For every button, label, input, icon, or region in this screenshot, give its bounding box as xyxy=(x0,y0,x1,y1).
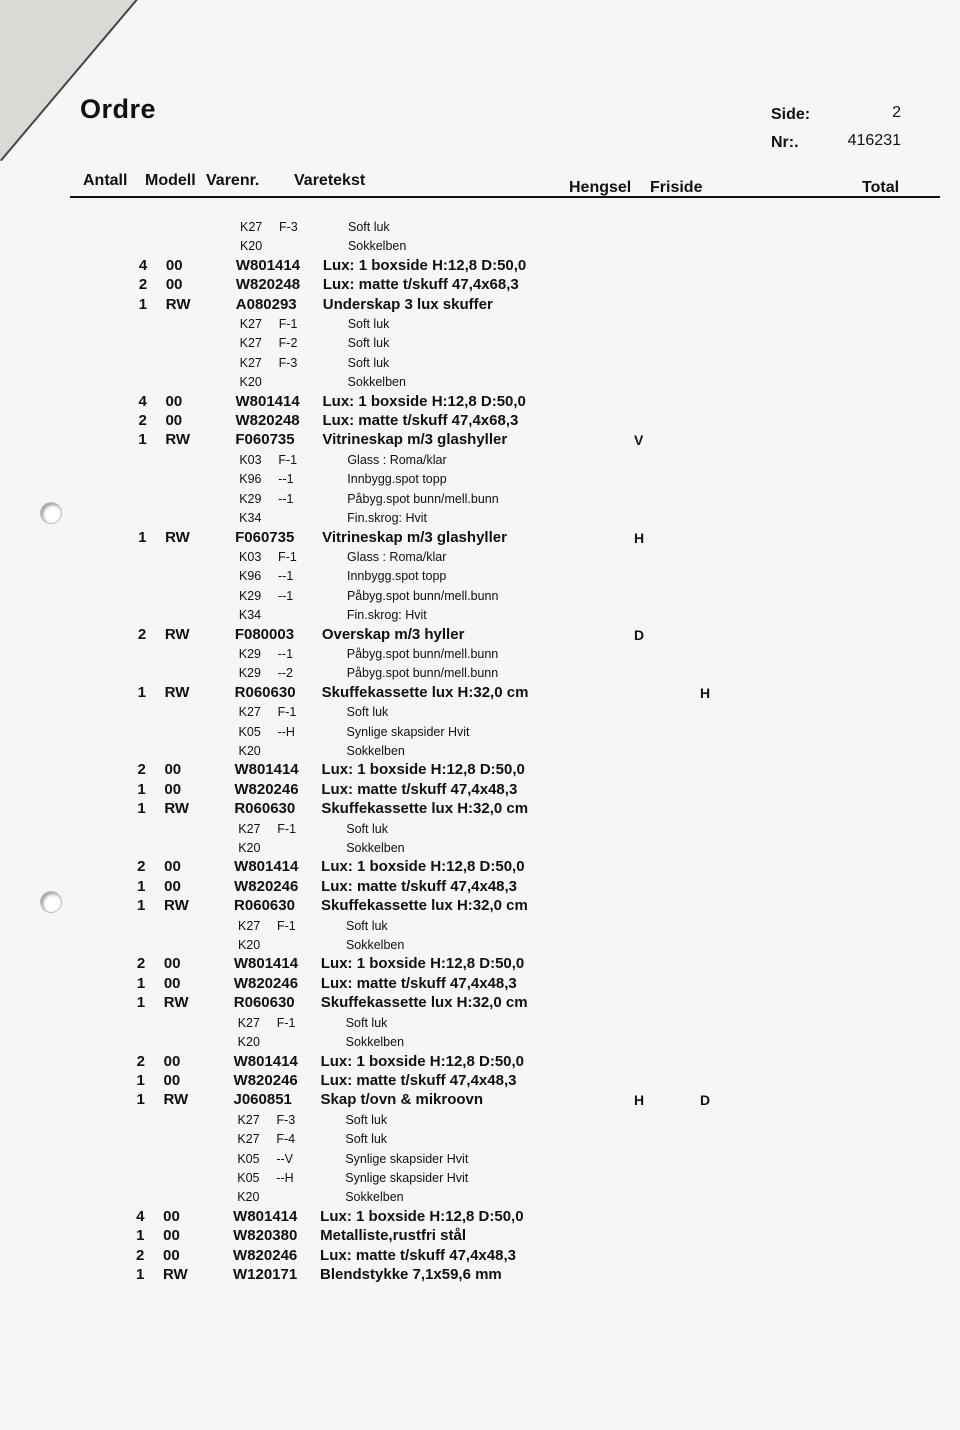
line-quantity: 1 xyxy=(137,684,146,701)
line-model: 00 xyxy=(165,393,183,410)
line-model: 00 xyxy=(163,1072,181,1089)
line-description: Lux: matte t/skuff 47,4x48,3 xyxy=(320,975,517,992)
line-description: Lux: matte t/skuff 47,4x68,3 xyxy=(322,412,519,429)
option-variant: --H xyxy=(277,725,295,739)
line-model: 00 xyxy=(164,878,181,895)
line-model: RW xyxy=(164,626,190,643)
line-item-number: J060851 xyxy=(233,1091,292,1108)
option-description: Sokkelben xyxy=(347,239,407,253)
line-model: 00 xyxy=(163,1247,180,1264)
option-variant: F-4 xyxy=(276,1132,296,1146)
option-description: Glass : Roma/klar xyxy=(347,453,447,467)
option-description: Soft luk xyxy=(346,705,389,719)
line-item-number: W801414 xyxy=(233,1053,298,1070)
header-friside: Friside xyxy=(650,179,703,196)
line-hinge: H xyxy=(634,530,645,546)
line-quantity: 1 xyxy=(137,878,146,895)
line-quantity: 2 xyxy=(137,858,146,875)
option-variant: --V xyxy=(276,1152,293,1166)
option-code: K29 xyxy=(238,589,262,603)
option-variant: F-3 xyxy=(278,356,298,370)
line-description: Overskap m/3 hyller xyxy=(321,626,465,643)
line-item-number: R060630 xyxy=(234,897,295,914)
line-item-number: W820248 xyxy=(235,276,301,293)
option-description: Soft luk xyxy=(345,1132,388,1146)
option-description: Soft luk xyxy=(346,919,388,933)
option-description: Påbyg.spot bunn/mell.bunn xyxy=(347,492,499,506)
option-variant: --1 xyxy=(277,589,294,603)
option-description: Soft luk xyxy=(347,336,390,350)
line-item-number: A080293 xyxy=(235,296,297,313)
option-code: K20 xyxy=(238,841,261,855)
option-description: Innbygg.spot topp xyxy=(347,569,447,583)
order-number-value: 416231 xyxy=(847,132,901,149)
option-code: K20 xyxy=(238,744,261,758)
option-variant: F-3 xyxy=(279,220,298,234)
line-item-number: F060735 xyxy=(235,431,295,448)
line-description: Skuffekassette lux H:32,0 cm xyxy=(321,800,529,817)
option-code: K34 xyxy=(239,511,262,525)
line-description: Lux: 1 boxside H:12,8 D:50,0 xyxy=(320,1208,524,1225)
option-code: K03 xyxy=(239,453,262,467)
option-description: Påbyg.spot bunn/mell.bunn xyxy=(346,647,499,661)
line-item-number: W801414 xyxy=(234,858,299,875)
header-modell: Modell xyxy=(145,172,196,189)
option-variant: F-1 xyxy=(277,919,296,933)
line-description: Metalliste,rustfri stål xyxy=(320,1227,466,1244)
option-description: Fin.skrog: Hvit xyxy=(347,511,428,525)
option-code: K03 xyxy=(239,550,262,564)
line-description: Lux: matte t/skuff 47,4x48,3 xyxy=(321,781,518,798)
line-quantity: 1 xyxy=(136,1227,145,1244)
side-label: Side: xyxy=(771,106,811,123)
line-model: 00 xyxy=(163,1053,181,1070)
option-description: Soft luk xyxy=(348,220,390,234)
line-quantity: 4 xyxy=(138,257,148,274)
line-description: Skuffekassette lux H:32,0 cm xyxy=(321,684,529,701)
option-description: Soft luk xyxy=(345,1113,388,1127)
option-variant: --2 xyxy=(277,666,293,680)
line-item-number: W820246 xyxy=(234,781,299,798)
line-quantity: 2 xyxy=(136,1053,145,1070)
line-model: 00 xyxy=(165,257,183,274)
option-variant: --1 xyxy=(278,569,294,583)
line-description: Lux: matte t/skuff 47,4x48,3 xyxy=(320,1247,516,1264)
option-code: K27 xyxy=(238,705,261,719)
line-quantity: 1 xyxy=(138,296,148,313)
option-description: Soft luk xyxy=(347,356,390,370)
option-variant: --1 xyxy=(278,472,294,486)
option-code: K05 xyxy=(237,1171,260,1185)
option-description: Sokkelben xyxy=(345,1035,405,1049)
line-description: Lux: 1 boxside H:12,8 D:50,0 xyxy=(321,858,525,875)
option-description: Påbyg.spot bunn/mell.bunn xyxy=(346,589,499,603)
line-quantity: 2 xyxy=(136,955,146,972)
option-code: K27 xyxy=(237,1113,260,1127)
line-item-number: W820246 xyxy=(233,1072,298,1089)
line-description: Lux: matte t/skuff 47,4x68,3 xyxy=(322,276,519,293)
line-item-number: F060735 xyxy=(235,529,295,546)
option-description: Synlige skapsider Hvit xyxy=(345,1171,469,1185)
line-item-number: W801414 xyxy=(235,257,301,274)
line-quantity: 1 xyxy=(138,529,147,546)
line-model: RW xyxy=(164,684,190,701)
option-code: K05 xyxy=(237,1152,260,1166)
line-description: Skap t/ovn & mikroovn xyxy=(320,1091,484,1108)
line-free-side: D xyxy=(700,1092,711,1108)
line-model: 00 xyxy=(163,955,181,972)
option-description: Sokkelben xyxy=(346,841,405,855)
option-code: K27 xyxy=(240,220,263,234)
option-variant: F-1 xyxy=(277,705,297,719)
line-description: Blendstykke 7,1x59,6 mm xyxy=(320,1266,502,1283)
line-quantity: 1 xyxy=(136,1091,145,1108)
line-model: RW xyxy=(163,1091,189,1108)
header-varenr: Varenr. xyxy=(206,172,260,189)
line-model: 00 xyxy=(164,761,182,778)
line-item-number: W801414 xyxy=(233,1208,298,1225)
option-description: Sokkelben xyxy=(345,1190,404,1204)
line-model: 00 xyxy=(163,975,181,992)
option-code: K27 xyxy=(239,356,262,370)
line-description: Lux: 1 boxside H:12,8 D:50,0 xyxy=(321,761,525,778)
option-code: K27 xyxy=(237,1016,260,1030)
line-free-side: H xyxy=(700,685,711,701)
line-description: Lux: 1 boxside H:12,8 D:50,0 xyxy=(322,257,527,274)
line-description: Lux: 1 boxside H:12,8 D:50,0 xyxy=(320,1053,525,1070)
option-code: K29 xyxy=(238,647,262,661)
line-quantity: 2 xyxy=(136,1247,145,1264)
line-quantity: 1 xyxy=(138,431,147,448)
option-variant: F-2 xyxy=(278,336,298,350)
option-variant: --1 xyxy=(277,647,294,661)
option-description: Synlige skapsider Hvit xyxy=(346,725,470,739)
line-description: Skuffekassette lux H:32,0 cm xyxy=(321,897,528,914)
option-description: Soft luk xyxy=(346,822,388,836)
option-variant: F-1 xyxy=(278,317,298,331)
option-code: K34 xyxy=(238,608,262,622)
line-model: RW xyxy=(165,296,191,313)
header-varetekst: Varetekst xyxy=(294,172,366,189)
line-model: 00 xyxy=(163,1208,180,1225)
document-title: Ordre xyxy=(80,94,157,124)
option-description: Sokkelben xyxy=(346,744,405,758)
line-model: RW xyxy=(164,897,189,914)
option-code: K96 xyxy=(239,472,262,486)
option-description: Soft luk xyxy=(345,1016,388,1030)
option-variant: F-1 xyxy=(278,453,298,467)
line-quantity: 1 xyxy=(137,897,146,914)
option-variant: F-1 xyxy=(277,822,297,836)
header-hengsel: Hengsel xyxy=(569,179,632,196)
header-antall: Antall xyxy=(83,172,128,189)
order-number-label: Nr:. xyxy=(771,134,799,151)
option-code: K05 xyxy=(238,725,261,739)
line-hinge: D xyxy=(634,627,645,643)
line-item-number: W820246 xyxy=(233,975,299,992)
line-item-number: R060630 xyxy=(234,800,296,817)
option-description: Sokkelben xyxy=(345,938,405,952)
line-quantity: 1 xyxy=(136,1072,145,1089)
option-variant: F-1 xyxy=(276,1016,296,1030)
line-quantity: 4 xyxy=(138,393,147,410)
line-description: Lux: 1 boxside H:12,8 D:50,0 xyxy=(322,393,526,410)
option-description: Påbyg.spot bunn/mell.bunn xyxy=(346,666,499,680)
line-quantity: 1 xyxy=(137,781,146,798)
line-item-number: W820246 xyxy=(234,878,299,895)
line-item-number: F080003 xyxy=(234,626,295,643)
option-code: K20 xyxy=(237,1190,260,1204)
line-item-number: W120171 xyxy=(233,1266,298,1283)
line-item-number: W820246 xyxy=(233,1247,298,1264)
line-description: Lux: 1 boxside H:12,8 D:50,0 xyxy=(320,955,525,972)
option-code: K27 xyxy=(237,1132,260,1146)
line-model: RW xyxy=(163,994,189,1011)
line-item-number: W801414 xyxy=(235,393,300,410)
line-description: Vitrineskap m/3 glashyller xyxy=(322,529,507,546)
line-item-number: R060630 xyxy=(234,684,296,701)
line-model: RW xyxy=(163,1266,188,1283)
option-code: K96 xyxy=(239,569,262,583)
line-hinge: H xyxy=(634,1092,645,1108)
option-code: K29 xyxy=(238,666,261,680)
line-quantity: 1 xyxy=(136,975,146,992)
option-description: Innbygg.spot topp xyxy=(347,472,447,486)
line-description: Lux: matte t/skuff 47,4x48,3 xyxy=(321,878,518,895)
option-code: K27 xyxy=(239,317,262,331)
line-quantity: 2 xyxy=(138,412,147,429)
line-quantity: 2 xyxy=(138,276,148,293)
line-quantity: 1 xyxy=(136,994,146,1011)
option-code: K20 xyxy=(237,1035,260,1049)
line-model: 00 xyxy=(165,276,183,293)
line-item-number: R060630 xyxy=(233,994,295,1011)
option-description: Fin.skrog: Hvit xyxy=(346,608,427,622)
option-variant: --1 xyxy=(278,492,294,506)
line-item-number: W801414 xyxy=(233,955,299,972)
option-description: Soft luk xyxy=(347,317,390,331)
line-item-number: W801414 xyxy=(234,761,299,778)
option-description: Glass : Roma/klar xyxy=(347,550,447,564)
line-quantity: 4 xyxy=(136,1208,145,1225)
option-description: Sokkelben xyxy=(347,375,406,389)
line-model: RW xyxy=(165,529,190,546)
option-code: K20 xyxy=(237,938,261,952)
option-code: K27 xyxy=(238,822,261,836)
side-value: 2 xyxy=(892,104,901,121)
line-quantity: 1 xyxy=(136,1266,145,1283)
option-code: K27 xyxy=(238,919,261,933)
line-item-number: W820380 xyxy=(233,1227,298,1244)
line-description: Lux: matte t/skuff 47,4x48,3 xyxy=(320,1072,517,1089)
line-item-number: W820248 xyxy=(235,412,300,429)
line-description: Vitrineskap m/3 glashyller xyxy=(322,431,508,448)
option-code: K29 xyxy=(239,492,262,506)
line-model: 00 xyxy=(165,412,183,429)
option-variant: F-3 xyxy=(276,1113,296,1127)
line-model: 00 xyxy=(164,858,181,875)
line-model: 00 xyxy=(163,1227,180,1244)
line-quantity: 2 xyxy=(137,761,146,778)
line-description: Underskap 3 lux skuffer xyxy=(322,296,493,313)
line-model: RW xyxy=(165,431,191,448)
option-variant: F-1 xyxy=(278,550,297,564)
line-quantity: 1 xyxy=(137,800,146,817)
option-code: K20 xyxy=(239,375,262,389)
header-total: Total xyxy=(862,179,900,196)
option-code: K20 xyxy=(239,239,263,253)
line-description: Skuffekassette lux H:32,0 cm xyxy=(320,994,528,1011)
line-model: RW xyxy=(164,800,190,817)
option-code: K27 xyxy=(239,336,262,350)
line-quantity: 2 xyxy=(137,626,147,643)
option-description: Synlige skapsider Hvit xyxy=(345,1152,469,1166)
line-hinge: V xyxy=(634,432,644,448)
line-model: 00 xyxy=(164,781,182,798)
option-variant: --H xyxy=(276,1171,294,1185)
